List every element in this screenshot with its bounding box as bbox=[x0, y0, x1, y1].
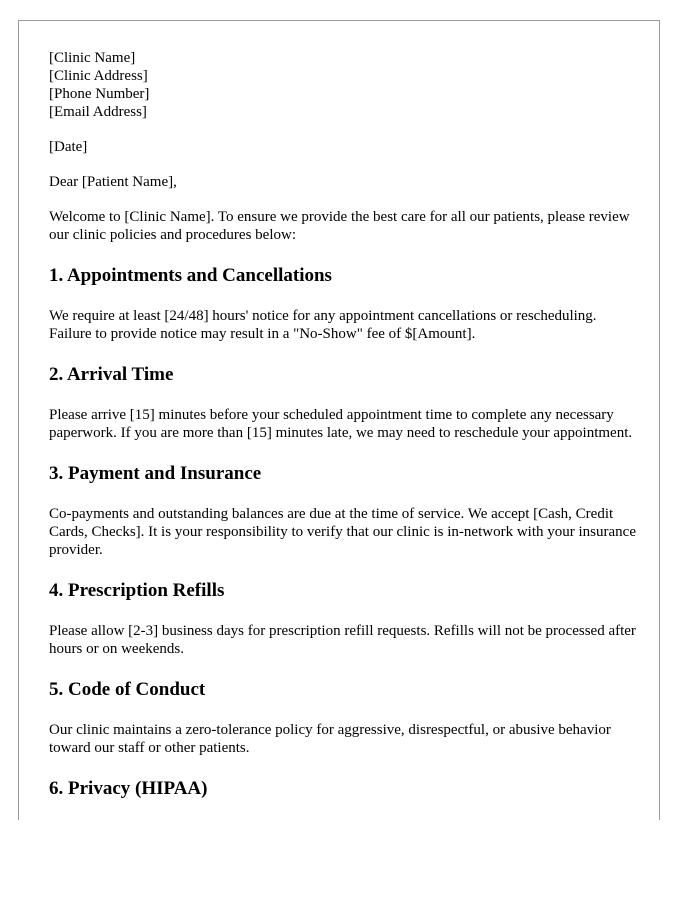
letter-date: [Date] bbox=[49, 139, 88, 155]
phone-number-line: [Phone Number] bbox=[49, 86, 150, 102]
section-heading: 4. Prescription Refills bbox=[49, 580, 225, 601]
section-body: Co-payments and outstanding balances are due at the time of service. We accept [Cash, Credit Cards, Checks]. It is your responsibility to verify that our clinic is in-network with your insurance provider. bbox=[49, 506, 636, 558]
policy-section-payment bbox=[49, 463, 639, 559]
letter-content bbox=[49, 49, 639, 800]
section-body: Please allow [2-3] business days for prescription refill requests. Refills will not be processed after hours or on weekends. bbox=[49, 623, 636, 657]
clinic-name-line: [Clinic Name] bbox=[49, 50, 136, 66]
policy-section-privacy bbox=[49, 778, 639, 800]
policy-section-conduct bbox=[49, 679, 639, 757]
section-body: We require at least [24/48] hours' notice for any appointment cancellations or rescheduling. Failure to provide notice may result in a "No-Show" fee of $[Amount]. bbox=[49, 308, 597, 342]
section-heading: 5. Code of Conduct bbox=[49, 679, 206, 700]
clinic-address-line: [Clinic Address] bbox=[49, 68, 148, 84]
letter-page bbox=[18, 20, 660, 820]
policy-section-refills bbox=[49, 580, 639, 658]
policy-section-appointments bbox=[49, 265, 639, 343]
section-heading: 3. Payment and Insurance bbox=[49, 463, 262, 484]
intro-paragraph: Welcome to [Clinic Name]. To ensure we provide the best care for all our patients, please review our clinic policies and procedures below: bbox=[49, 209, 630, 243]
section-heading: 1. Appointments and Cancellations bbox=[49, 265, 332, 286]
section-heading: 6. Privacy (HIPAA) bbox=[49, 778, 208, 799]
email-address-line: [Email Address] bbox=[49, 104, 147, 120]
salutation: Dear [Patient Name], bbox=[49, 174, 177, 190]
section-body: Our clinic maintains a zero-tolerance policy for aggressive, disrespectful, or abusive behavior toward our staff or other patients. bbox=[49, 722, 611, 756]
section-body: Please arrive [15] minutes before your scheduled appointment time to complete any necessary paperwork. If you are more than [15] minutes late, we may need to reschedule your appointment. bbox=[49, 407, 633, 441]
clinic-address-block bbox=[49, 49, 639, 121]
policy-section-arrival bbox=[49, 364, 639, 442]
section-heading: 2. Arrival Time bbox=[49, 364, 174, 385]
